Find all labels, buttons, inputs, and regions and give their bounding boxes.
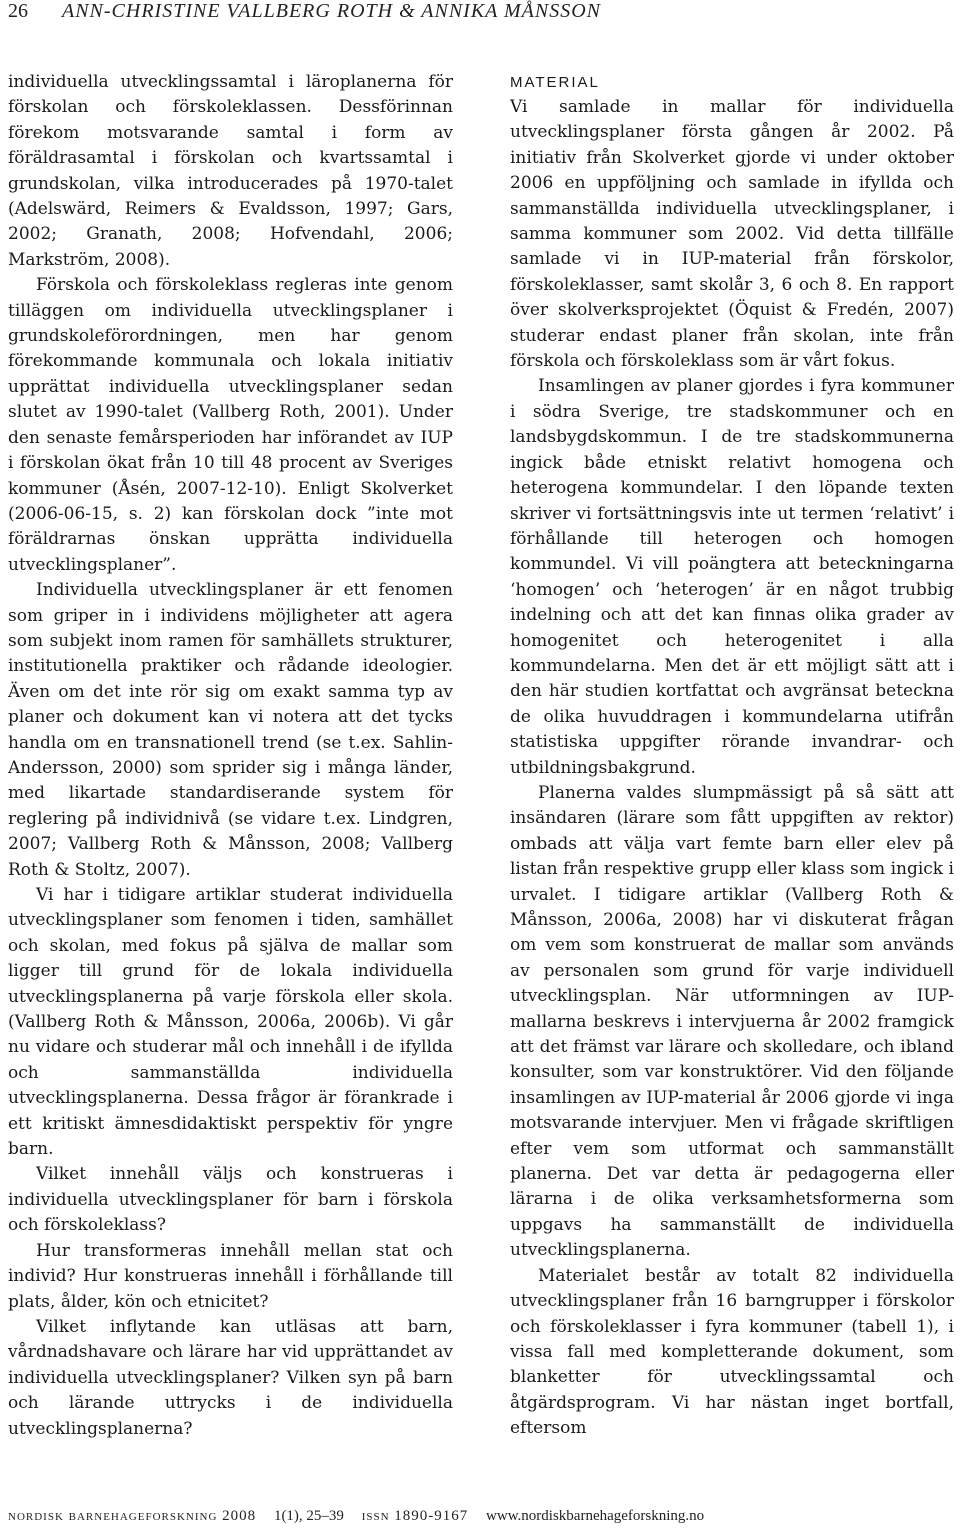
paragraph: Materialet består av totalt 82 individuella utvecklingsplaner från 16 barngrupper i förskolor och förskoleklasser i fyra kommuner (tabell 1), i vissa fall med kompletterande dokument, som blanketter för utvecklingssamtal och åtgärdsprogram. Vi har nästan inget bortfall, eftersom xyxy=(510,1265,954,1439)
paragraph: Individuella utvecklingsplaner är ett fenomen som griper in i individens möjligheter att agera som subjekt inom ramen för samhällets strukturer, institutionella praktiker och rådande ideologier. Även om det inte rör sig om exakt samma typ av planer och dokument kan vi notera att det tycks handla om en transnationell trend (se t.ex. Sahlin-Andersson, 2000) som sprider sig i många länder, med likartade standardiserande system för reglering på individnivå (se vidare t.ex. Lindgren, 2007; Vallberg Roth & Månsson, 2008; Vallberg Roth & Stoltz, 2007). xyxy=(8,580,453,880)
research-question: Vilket inflytande kan utläsas att barn, vårdnadshavare och lärare har vid upprättandet av individuella utvecklingsplaner? Vilken syn på barn och lärande uttrycks i de individuella utvecklingsplanerna? xyxy=(8,1316,453,1439)
left-column xyxy=(8,70,453,1470)
section-heading: MATERIAL xyxy=(510,74,600,91)
paragraph: Planerna valdes slumpmässigt på så sätt att insändaren (lärare som fått uppgiften av rektor) ombads att välja vart femte barn eller elev på listan från respektive grupp eller klass som ingick i urvalet. I tidigare artiklar (Vallberg Roth & Månsson, 2006a, 2008) har vi diskuterat frågan om vem som konstruerat de mallar som används av personalen som grund för varje individuell utvecklingsplan. När utformningen av IUP-mallarna beskrevs i intervjuerna år 2002 framgick att det främst var lärare och skolledare, och ibland konsulter, som var konstruktörer. Vid den följande insamlingen av IUP-material år 2006 gjorde vi inga motsvarande intervjuer. Men vi frågade skriftligen efter vem som utformat och sammanställt planerna. Det var detta är pedagogerna eller lärarna i de olika verksamhetsformerna som uppgavs ha sammanställt de individuella utvecklingsplanerna. xyxy=(510,782,954,1261)
paragraph: Vi samlade in mallar för individuella utvecklingsplaner första gången år 2002. På initiativ från Skolverket gjorde vi under oktober 2006 en uppföljning och samlade in ifyllda och sammanställda individuella utvecklingsplaner, i samma kommuner som 2002. Vid detta tillfälle samlade vi in IUP-material från förskolor, förskoleklasser, samt skolår 3, 6 och 8. En rapport över skolverksprojektet (Öquist & Fredén, 2007) studerar endast planer från skolan, inte från förskola och förskoleklass som är vårt fokus. xyxy=(510,97,954,372)
footer-journal: nordisk barnehageforskning 2008 xyxy=(8,1508,257,1524)
research-question: Vilket innehåll väljs och konstrueras i individuella utvecklingsplaner för barn i förskola och förskoleklass? xyxy=(8,1164,453,1236)
footer-issn: issn 1890-9167 xyxy=(361,1508,469,1524)
running-header-authors: ANN-CHRISTINE VALLBERG ROTH & ANNIKA MÅNSSON xyxy=(62,0,602,22)
page-number: 26 xyxy=(8,0,28,22)
footer-url[interactable]: www.nordiskbarnehageforskning.no xyxy=(486,1508,705,1524)
page-footer xyxy=(8,1508,953,1525)
paragraph: Insamlingen av planer gjordes i fyra kommuner i södra Sverige, tre stadskommuner och en landsbygdskommun. I de tre stadskommunerna ingick både etniskt relativt homogena och heterogena kommundelar. I den löpande texten skriver vi fortsättningsvis inte ut termen ‘relativt’ i förhållande till heterogen och homogen kommundel. Vi vill poängtera att beteckningarna ‘homogen’ och ‘heterogen’ är en något trubbig indelning och att det kan finnas olika grader av homogenitet och heterogenitet i alla kommundelarna. Men det är ett möjligt sätt att i den här studien kortfattat och avgränsat beteckna de olika huvuddragen i kommundelarna utifrån statistiska uppgifter rörande invandrar- och utbildningsbakgrund. xyxy=(510,376,954,778)
research-question: Hur transformeras innehåll mellan stat och individ? Hur konstrueras innehåll i förhållande till plats, ålder, kön och etnicitet? xyxy=(8,1240,453,1312)
paragraph: Vi har i tidigare artiklar studerat individuella utvecklingsplaner som fenomen i tiden, samhället och skolan, med fokus på själva de mallar som ligger till grund för de lokala individuella utvecklingsplanerna på varje förskola eller skola. (Vallberg Roth & Månsson, 2006a, 2006b). Vi går nu vidare och studerar mål och innehåll i de ifyllda och sammanställda individuella utvecklingsplanerna. Dessa frågor är förankrade i ett kritiskt ämnesdidaktiskt perspektiv för yngre barn. xyxy=(8,885,453,1160)
running-header xyxy=(0,0,960,30)
paragraph: individuella utvecklingssamtal i läroplanerna för förskolan och förskoleklassen. Dessförinnan förekom motsvarande samtal i form av föräldrasamtal i förskolan och kvartssamtal i grundskolan, vilka introducerades på 1970-talet (Adelswärd, Reimers & Evaldsson, 1997; Gars, 2002; Granath, 2008; Hofvendahl, 2006; Markström, 2008). xyxy=(8,72,453,270)
footer-issue: 1(1), 25–39 xyxy=(273,1508,344,1524)
paragraph: Förskola och förskoleklass regleras inte genom tilläggen om individuella utvecklingsplaner i grundskoleförordningen, men har genom förekommande kommunala och lokala initiativ upprättat individuella utvecklingsplaner sedan slutet av 1990-talet (Vallberg Roth, 2001). Under den senaste femårsperioden har införandet av IUP i förskolan ökat från 10 till 48 procent av Sveriges kommuner (Åsén, 2007-12-10). Enligt Skolverket (2006-06-15, s. 2) kan förskolan dock ”inte mot föräldrarnas önskan upprätta individuella utvecklingsplaner”. xyxy=(8,275,453,575)
right-column xyxy=(510,70,954,1450)
